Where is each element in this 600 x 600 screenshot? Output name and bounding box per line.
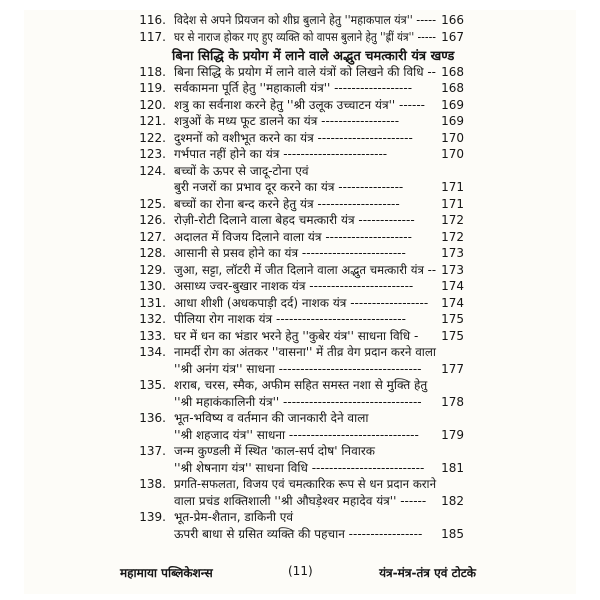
entry-page: 172 [441,213,464,227]
entry-page: 182 [441,493,464,508]
entry-page: 173 [441,262,464,277]
entry-page: 175 [441,312,464,326]
entry-page: 181 [441,460,464,475]
entry-number: 125. [139,196,166,211]
entry-title: अदालत में विजय दिलाने वाला यंत्र -------------------- [174,229,412,244]
entry-title: गर्भपात नहीं होने का यंत्र ------------------------ [174,147,388,161]
entry-page: 168 [441,64,464,79]
entry-title: बुरी नजरों का प्रभाव दूर करने का यंत्र --------------- [174,180,404,194]
entry-page: 166 [441,13,464,27]
entry-number: 138. [139,477,166,491]
entry-number: 128. [139,246,166,260]
entry-number: 120. [139,97,166,112]
entry-number: 124. [139,163,166,178]
entry-number: 135. [139,378,166,392]
entry-title: प्रगति-सफलता, विजय एवं चमत्कारिक रूप से धन प्रदान कराने [174,477,437,491]
entry-number: 134. [139,345,166,359]
entry-page: 177 [441,361,464,376]
entry-page: 173 [441,246,464,260]
entry-title: शत्रुओं के मध्य फूट डालने का यंत्र ------------------ [174,114,400,128]
entry-page: 174 [441,279,464,293]
entry-title: सर्वकामना पूर्ति हेतु ''महाकाली यंत्र'' ------------------ [174,81,413,95]
entry-title: घर से नाराज होकर गए हुए व्यक्ति को वापस बुलाने हेतु ''ह्रीं यंत्र'' ----- [174,29,436,44]
entry-title: बच्चों के ऊपर से जादू-टोना एवं [174,163,309,178]
entry-number: 132. [139,312,166,326]
entry-page: 171 [441,180,464,194]
entry-page: 169 [441,114,464,128]
entry-title: जन्म कुण्डली में स्थित 'काल-सर्प दोष' निवारक [174,444,375,458]
entry-title: भूत-भविष्य व वर्तमान की जानकारी देने वाला [174,411,369,425]
entry-title: जुआ, सट्टा, लॉटरी में जीत दिलाने वाला अद्भुत चमत्कारी यंत्र -- [174,262,437,277]
entry-page: 170 [441,130,464,145]
entry-number: 131. [139,295,166,310]
entry-page: 172 [441,229,464,244]
book-page [24,10,576,594]
entry-page: 169 [441,97,464,112]
entry-number: 130. [139,279,166,293]
entry-title: असाध्य ज्वर-बुखार नाशक यंत्र ------------------------ [174,279,414,293]
entry-page: 168 [441,81,464,95]
entry-number: 122. [139,130,166,145]
book-title: यंत्र-मंत्र-तंत्र एवं टोटके [379,566,476,580]
entry-title: ''श्री शेषनाग यंत्र'' साधना विधि -------------------------- [174,460,425,475]
entry-title: भूत-प्रेम-शैतान, डाकिनी एवं [174,510,294,524]
entry-title: नामर्दी रोग का अंतकर ''वासना'' में तीव्र वेग प्रदान करने वाला [174,345,437,359]
entry-number: 118. [139,64,166,79]
entry-number: 139. [139,510,166,524]
entry-page: 170 [441,147,464,161]
entry-number: 126. [139,213,166,227]
entry-title: बच्चों का रोना बन्द करने हेतु यंत्र ------------------- [174,196,400,211]
entry-page: 167 [441,29,464,44]
entry-number: 127. [139,229,166,244]
entry-title: ''श्री अनंग यंत्र'' साधना --------------------------------- [174,361,422,376]
entry-page: 185 [441,526,464,541]
entry-number: 121. [139,114,166,128]
entry-title: वाला प्रचंड शक्तिशाली ''श्री औघड़ेश्वर महादेव यंत्र'' ------ [174,493,427,508]
entry-title: विदेश से अपने प्रियजन को शीघ्र बुलाने हेतु ''महाकपाल यंत्र'' ----- [174,13,437,27]
entry-number: 116. [139,13,166,27]
entry-number: 117. [139,29,166,44]
entry-number: 129. [139,262,166,277]
entry-number: 136. [139,411,166,425]
entry-title: दुश्मनों को वशीभूत करने का यंत्र ---------------------- [174,130,413,145]
entry-page: 178 [441,394,464,409]
entry-number: 119. [139,81,166,95]
entry-title: घर में धन का भंडार भरने हेतु ''कुबेर यंत्र'' साधना विधि - [174,328,419,343]
entry-page: 179 [441,427,464,442]
section-heading: बिना सिद्धि के प्रयोग में लाने वाले अद्भुत चमत्कारी यंत्र खण्ड [172,49,455,64]
entry-title: शत्रु का सर्वनाश करने हेतु ''श्री उलूक उच्चाटन यंत्र'' ------ [174,97,425,112]
entry-title: आसानी से प्रसव होने का यंत्र ------------------------ [174,246,406,260]
publisher-name: महामाया पब्लिकेशन्स [120,566,213,580]
entry-number: 123. [139,147,166,161]
entry-number: 133. [139,328,166,343]
entry-page: 171 [441,196,464,211]
entry-title: आधा शीशी (अधकपाड़ी दर्द) नाशक यंत्र ------------------ [174,295,429,310]
entry-title: ''श्री महाकंकालिनी यंत्र'' -------------------------------- [174,394,422,409]
entry-page: 175 [441,328,464,343]
entry-page: 174 [441,295,464,310]
entry-title: ऊपरी बाधा से ग्रसित व्यक्ति की पहचान ----------------- [174,526,423,541]
entry-title: रोज़ी-रोटी दिलाने वाला बेहद चमत्कारी यंत्र ------------- [174,213,415,227]
entry-title: बिना सिद्धि के प्रयोग में लाने वाले यंत्रों को लिखने की विधि -- [174,64,436,79]
entry-title: शराब, चरस, स्मैक, अफीम सहित समस्त नशा से मुक्ति हेतु [174,378,428,392]
entry-title: पीलिया रोग नाशक यंत्र ------------------------------ [174,312,406,326]
entry-title: ''श्री शहजाद यंत्र'' साधना ------------------------------ [174,427,419,442]
page-number: (11) [288,564,313,578]
entry-number: 137. [139,444,166,458]
